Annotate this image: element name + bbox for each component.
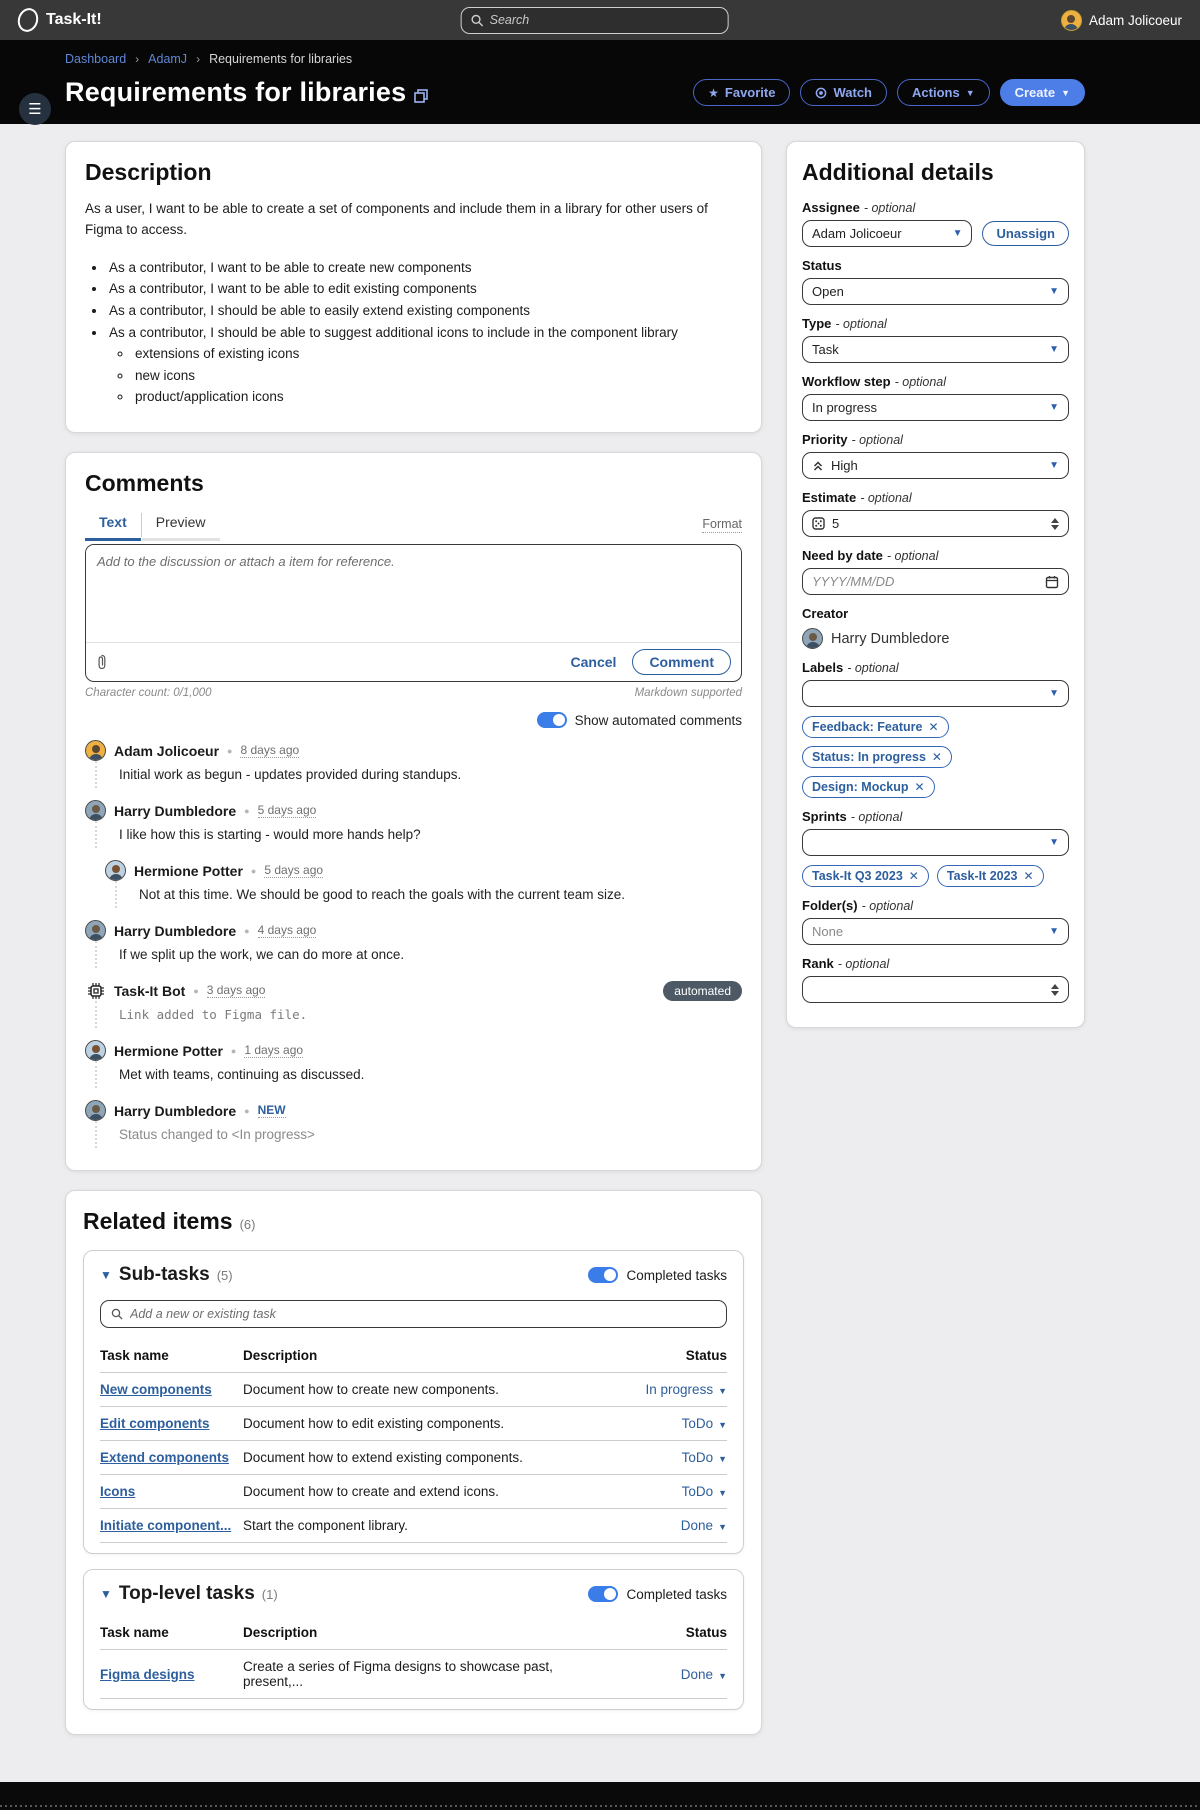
brand-name: Task-It! (46, 11, 102, 28)
subtasks-panel (83, 1250, 744, 1554)
column-header: Description (243, 1625, 318, 1640)
task-link[interactable]: Icons (100, 1484, 136, 1499)
comment-author: Harry Dumbledore (114, 1102, 237, 1119)
comment-timestamp[interactable]: 5 days ago (257, 803, 317, 817)
chevron-down-icon: ▼ (1049, 688, 1059, 699)
label-chip: Design: Mockup ✕ (802, 776, 935, 798)
completed-tasks-toggle[interactable] (588, 1586, 618, 1602)
task-link[interactable]: Extend components (100, 1450, 230, 1465)
subtasks-table (100, 1342, 727, 1543)
stepper-arrows-icon[interactable] (1051, 518, 1059, 530)
add-task-input[interactable] (130, 1307, 716, 1321)
actions-label: Actions (912, 85, 960, 100)
global-search[interactable] (461, 7, 729, 34)
dot-separator: ● (193, 985, 199, 996)
actions-button[interactable] (897, 79, 990, 106)
logo-icon (15, 5, 41, 34)
comment-text: Link added to Figma file. (95, 1001, 742, 1028)
table-row (100, 1373, 727, 1407)
label-chip: Feedback: Feature ✕ (802, 716, 949, 738)
breadcrumb (65, 52, 1085, 66)
chevron-down-icon: ▼ (718, 1386, 727, 1396)
chevron-down-icon: ▼ (718, 1420, 727, 1430)
creator-name: Harry Dumbledore (831, 630, 950, 647)
related-items-card (65, 1190, 762, 1735)
column-header: Task name (100, 1348, 169, 1363)
description-sub-bullet: ◦ product/application icons (133, 386, 742, 408)
create-button[interactable] (1000, 79, 1085, 106)
star-icon: ★ (708, 85, 719, 100)
comment-submit-button[interactable]: Comment (632, 649, 731, 675)
comment-text: Met with teams, continuing as discussed. (95, 1061, 742, 1088)
column-header: Status (685, 1625, 727, 1640)
description-card (65, 141, 762, 433)
sprint-chip: Task-It 2023 ✕ (937, 865, 1044, 887)
avatar (105, 860, 126, 881)
chevron-down-icon: ▼ (1049, 837, 1059, 848)
description-title: Description (85, 159, 212, 185)
avatar (802, 628, 823, 649)
sprint-chips (802, 865, 1069, 887)
avatar (85, 800, 106, 821)
search-icon (111, 1308, 123, 1320)
automated-comments-label: Show automated comments (574, 712, 742, 728)
comment-author: Harry Dumbledore (114, 922, 237, 939)
folders-select[interactable]: None ▼ (802, 918, 1069, 945)
paperclip-icon[interactable] (96, 654, 108, 670)
description-sub-bullet: ◦ new icons (133, 365, 742, 387)
description-bullet: • As a contributor, I want to be able to create new components (107, 257, 742, 279)
subtasks-count: (5) (216, 1267, 233, 1283)
column-header: Task name (100, 1625, 169, 1640)
status-label: Status (802, 258, 842, 273)
chevron-down-icon: ▼ (718, 1670, 727, 1681)
avatar (85, 1100, 106, 1121)
remove-chip-icon[interactable]: ✕ (931, 750, 942, 764)
workflow-step-select[interactable]: In progress ▼ (802, 394, 1069, 421)
chevron-down-icon: ▼ (1049, 460, 1059, 471)
chevron-down-icon: ▼ (965, 87, 975, 98)
comment-text: Not at this time. We should be good to reach the goals with the current team size. (115, 881, 742, 908)
task-link[interactable]: Edit components (100, 1416, 210, 1431)
comment-item (85, 920, 742, 968)
labels-select[interactable] (802, 680, 1069, 707)
breadcrumb-current: Requirements for libraries (209, 52, 353, 66)
remove-chip-icon[interactable]: ✕ (908, 869, 919, 883)
task-link[interactable]: Initiate component... (100, 1518, 232, 1533)
eye-icon (815, 87, 827, 99)
cancel-button[interactable]: Cancel (570, 654, 617, 670)
main-content (0, 124, 1200, 1782)
description-bullet: • As a contributor, I should be able to suggest additional icons to include in the component library ◦ extensions of existing icons ◦ new icons ◦ product/application icons (107, 322, 742, 408)
column-header: Status (685, 1348, 727, 1363)
task-link[interactable]: New components (100, 1382, 212, 1397)
watch-button[interactable] (800, 79, 887, 106)
comment-timestamp[interactable]: 8 days ago (240, 743, 300, 757)
chevron-down-icon: ▼ (952, 228, 963, 239)
chevron-right-icon: › (196, 52, 201, 66)
search-icon (471, 14, 484, 27)
additional-details-panel (786, 141, 1085, 1028)
chevron-down-icon: ▼ (718, 1488, 727, 1498)
comment-text: I like how this is starting - would more hands help? (95, 821, 742, 848)
points-icon (812, 517, 825, 530)
additional-details-title: Additional details (802, 159, 994, 185)
rank-label: Rank - optional (802, 956, 890, 971)
user-menu[interactable] (1061, 10, 1182, 31)
avatar (85, 920, 106, 941)
favorite-button[interactable] (693, 79, 790, 106)
priority-high-icon (812, 460, 824, 472)
bot-cpu-icon (85, 980, 106, 1001)
create-label: Create (1014, 85, 1056, 100)
comment-item (85, 800, 742, 848)
column-header: Description (243, 1348, 318, 1363)
comment-item-reply (105, 860, 742, 908)
sprints-select[interactable] (802, 829, 1069, 856)
tab-preview[interactable]: Preview (142, 514, 220, 541)
status-dropdown[interactable]: ToDo ▼ (615, 1441, 727, 1475)
comment-item (85, 740, 742, 788)
chevron-down-icon: ▼ (1049, 286, 1059, 297)
comment-text: Status changed to <In progress> (95, 1121, 742, 1148)
status-dropdown[interactable]: ToDo ▼ (615, 1475, 727, 1509)
description-sub-bullet: ◦ extensions of existing icons (133, 343, 742, 365)
dot-separator: ● (244, 925, 250, 936)
subtasks-title: Sub-tasks (118, 1264, 210, 1285)
comment-item (85, 1040, 742, 1088)
sprint-chip: Task-It Q3 2023 ✕ (802, 865, 929, 887)
unassign-button[interactable]: Unassign (982, 221, 1069, 246)
chevron-down-icon: ▼ (718, 1522, 727, 1532)
need-by-date-field[interactable] (802, 568, 1069, 595)
table-row (100, 1509, 727, 1543)
toplevel-tasks-panel (83, 1569, 744, 1710)
chevron-down-icon: ▼ (1049, 344, 1059, 355)
table-row (100, 1475, 727, 1509)
need-by-date-label: Need by date - optional (802, 548, 939, 563)
task-description: Create a series of Figma designs to showcase past, present,... (243, 1650, 615, 1699)
character-count: Character count: 0/1,000 (85, 687, 212, 699)
add-task-search[interactable] (100, 1300, 727, 1328)
automated-comments-toggle[interactable] (537, 712, 567, 728)
brand (18, 8, 102, 32)
avatar (85, 740, 106, 761)
tab-text[interactable]: Text (85, 514, 141, 541)
collapse-icon[interactable]: ▼ (100, 1587, 112, 1601)
date-placeholder: YYYY/MM/DD (812, 574, 895, 589)
comment-item-bot (85, 980, 742, 1028)
sprints-label: Sprints - optional (802, 809, 903, 824)
comment-timestamp[interactable]: 3 days ago (206, 983, 266, 997)
status-dropdown[interactable]: ToDo ▼ (615, 1407, 727, 1441)
status-dropdown[interactable]: Done ▼ (615, 1650, 727, 1699)
markdown-hint: Markdown supported (634, 687, 742, 699)
description-intro: As a user, I want to be able to create a set of components and include them in a library for other users of Figma to access. (85, 201, 708, 237)
type-label: Type - optional (802, 316, 887, 331)
page-header (0, 40, 1200, 124)
task-description: Document how to create and extend icons. (243, 1475, 615, 1509)
menu-button[interactable] (19, 93, 51, 125)
calendar-icon[interactable] (1045, 575, 1059, 589)
task-description: Document how to edit existing components. (243, 1407, 615, 1441)
task-description: Document how to extend existing components. (243, 1441, 615, 1475)
status-dropdown[interactable]: In progress ▼ (615, 1373, 727, 1407)
rank-stepper[interactable] (802, 976, 1069, 1003)
comment-input[interactable] (86, 545, 741, 637)
automated-badge: automated (663, 981, 742, 1001)
dot-separator: ● (244, 805, 250, 816)
labels-label: Labels - optional (802, 660, 899, 675)
comment-composer (85, 544, 742, 682)
label-chip: Status: In progress ✕ (802, 746, 952, 768)
related-items-title: Related items (83, 1208, 233, 1234)
toplevel-tasks-count: (1) (261, 1586, 278, 1602)
type-select[interactable]: Task ▼ (802, 336, 1069, 363)
creator-value (802, 628, 1069, 649)
page-footer (0, 1782, 1200, 1810)
creator-label: Creator (802, 606, 849, 621)
related-items-count: (6) (239, 1217, 256, 1232)
avatar (85, 1040, 106, 1061)
table-row (100, 1441, 727, 1475)
page-title: Requirements for libraries (65, 77, 407, 107)
folders-label: Folder(s) - optional (802, 898, 914, 913)
table-row (100, 1407, 727, 1441)
comment-timestamp[interactable]: 1 days ago (244, 1043, 304, 1057)
description-list (107, 257, 742, 408)
workflow-step-label: Workflow step - optional (802, 374, 947, 389)
chevron-down-icon: ▼ (1049, 402, 1059, 413)
comment-author: Adam Jolicoeur (114, 742, 220, 759)
watch-label: Watch (833, 85, 873, 100)
user-avatar (1061, 10, 1082, 31)
assignee-label: Assignee - optional (802, 200, 916, 215)
format-link[interactable]: Format (702, 517, 742, 531)
status-dropdown[interactable]: Done ▼ (615, 1509, 727, 1543)
toplevel-tasks-title: Top-level tasks (118, 1583, 255, 1604)
top-bar (0, 0, 1200, 40)
dot-separator: ● (227, 745, 233, 756)
comment-new-badge[interactable]: NEW (257, 1103, 286, 1117)
search-input[interactable] (490, 13, 719, 27)
hamburger-icon: ☰ (28, 101, 42, 118)
priority-select[interactable]: High ▼ (802, 452, 1069, 479)
label-chips (802, 716, 1069, 798)
task-link[interactable]: Figma designs (100, 1666, 195, 1682)
remove-chip-icon[interactable]: ✕ (1023, 869, 1034, 883)
chevron-down-icon: ▼ (1049, 926, 1059, 937)
comments-title: Comments (85, 470, 204, 496)
dot-separator: ● (230, 1045, 237, 1056)
comment-author: Hermione Potter (114, 1042, 223, 1059)
collapse-icon[interactable]: ▼ (100, 1268, 112, 1282)
estimate-label: Estimate - optional (802, 490, 912, 505)
breadcrumb-adamj[interactable]: AdamJ (148, 52, 188, 66)
comment-item (85, 1100, 742, 1148)
remove-chip-icon[interactable]: ✕ (928, 720, 939, 734)
description-bullet: • As a contributor, I want to be able to edit existing components (107, 278, 742, 300)
completed-tasks-toggle[interactable] (588, 1267, 618, 1283)
priority-label: Priority - optional (802, 432, 903, 447)
comment-timestamp[interactable]: 4 days ago (257, 923, 317, 937)
user-name: Adam Jolicoeur (1088, 12, 1182, 28)
copy-icon[interactable] (414, 89, 428, 103)
chevron-down-icon: ▼ (718, 1454, 727, 1464)
chevron-right-icon: › (135, 52, 140, 66)
comment-author: Harry Dumbledore (114, 802, 237, 819)
comments-card (65, 452, 762, 1171)
dot-separator: ● (244, 1105, 250, 1116)
task-description: Document how to create new components. (243, 1373, 615, 1407)
completed-tasks-label: Completed tasks (626, 1267, 727, 1283)
chevron-down-icon: ▼ (1061, 87, 1070, 98)
comment-text: If we split up the work, we can do more at once. (95, 941, 742, 968)
task-description: Start the component library. (243, 1509, 615, 1543)
comment-author: Task-It Bot (114, 982, 186, 999)
comment-timestamp[interactable]: 5 days ago (264, 863, 324, 877)
completed-tasks-label: Completed tasks (626, 1586, 727, 1602)
toplevel-tasks-table (100, 1619, 727, 1699)
comment-author: Hermione Potter (134, 862, 243, 879)
description-sublist (133, 343, 742, 408)
estimate-stepper[interactable]: 5 (802, 510, 1069, 537)
remove-chip-icon[interactable]: ✕ (914, 780, 925, 794)
status-select[interactable]: Open ▼ (802, 278, 1069, 305)
dot-separator: ● (250, 865, 257, 876)
breadcrumb-dashboard[interactable]: Dashboard (65, 52, 127, 66)
description-bullet: • As a contributor, I should be able to easily extend existing components (107, 300, 742, 322)
stepper-arrows-icon[interactable] (1051, 984, 1059, 996)
comment-text: Initial work as begun - updates provided during standups. (95, 761, 742, 788)
favorite-label: Favorite (724, 85, 776, 100)
assignee-select[interactable]: Adam Jolicoeur ▼ (802, 220, 972, 247)
table-row (100, 1650, 727, 1699)
